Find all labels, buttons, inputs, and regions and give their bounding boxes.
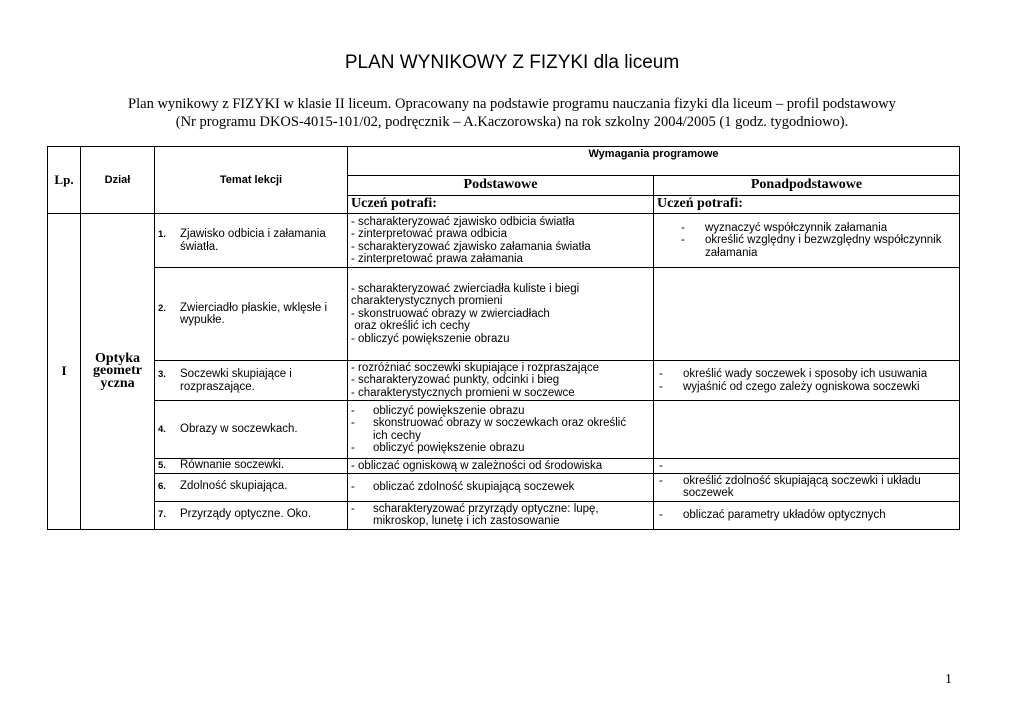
basic-item: mikroskop, lunetę i ich zastosowanie xyxy=(373,515,560,527)
advanced-item: soczewek xyxy=(683,487,734,499)
subtitle-line-2: (Nr programu DKOS-4015-101/02, podręcznik – A.Kaczorowska) na rok szkolny 2004/2005 (1 godz. tygodniowo). xyxy=(175,114,849,130)
topic-cell-7: 7. Przyrządy optyczne. Oko. xyxy=(155,501,348,529)
basic-item: ich cechy xyxy=(373,429,421,442)
basic-item: - obliczyć powiększenie obrazu xyxy=(351,442,525,454)
basic-item: - obliczać zdolność skupiającą soczewek xyxy=(351,480,575,493)
basic-cell-1 xyxy=(348,214,654,268)
basic-cell-2 xyxy=(348,268,654,361)
advanced-cell-5: - xyxy=(654,459,960,474)
basic-item: charakterystycznych promieni xyxy=(351,295,503,308)
advanced-item: załamania xyxy=(705,246,758,259)
topic-cell-5: 5. Równanie soczewki. xyxy=(155,459,348,474)
header-uczen-potrafi-advanced: Uczeń potrafi: xyxy=(654,196,960,214)
basic-cell-7 xyxy=(348,501,654,529)
advanced-item: - wyznaczyć współczynnik załamania xyxy=(681,221,888,234)
advanced-cell-3 xyxy=(654,361,960,401)
topic-text: Zwierciadło płaskie, wklęsłe i wypukłe. xyxy=(180,301,327,326)
topic-cell-1 xyxy=(155,214,348,268)
topic-text: Zjawisko odbicia i załamania światła. xyxy=(180,228,326,253)
basic-cell-5: - obliczać ogniskową w zależności od środowiska xyxy=(348,459,654,474)
advanced-item: - określić wady soczewek i sposoby ich usuwania xyxy=(659,368,928,380)
topic-text: Soczewki skupiające i rozpraszające. xyxy=(180,368,292,393)
topic-cell-6: 6. Zdolność skupiająca. xyxy=(155,473,348,501)
topic-cell-2: 2. Zwierciadło płaskie, wklęsłe i wypukłe. xyxy=(155,268,348,361)
header-temat: Temat lekcji xyxy=(155,147,348,214)
advanced-item: - wyjaśnić od czego zależy ogniskowa soczewki xyxy=(659,380,920,393)
header-lp: Lp. xyxy=(48,147,81,214)
dzial-line-3: yczna xyxy=(100,375,135,391)
topic-text: Obrazy w soczewkach. xyxy=(180,422,298,435)
document-subtitle xyxy=(0,95,1024,131)
basic-item: - skonstruować obrazy w zwierciadłach xyxy=(351,307,550,320)
page-number: 1 xyxy=(945,672,952,687)
basic-item: - obliczyć powiększenie obrazu xyxy=(351,404,525,417)
advanced-item: - określić zdolność skupiającą soczewki i układu xyxy=(659,474,921,487)
advanced-item: - określić względny i bezwzględny współczynnik xyxy=(681,234,942,247)
basic-item: oraz określić ich cechy xyxy=(351,320,470,333)
basic-item: - scharakteryzować zjawisko odbicia światła xyxy=(351,215,575,228)
header-podstawowe: Podstawowe xyxy=(348,176,654,196)
header-uczen-potrafi-basic: Uczeń potrafi: xyxy=(348,196,654,214)
basic-item: - obliczyć powiększenie obrazu xyxy=(351,332,510,345)
topic-text: Zdolność skupiająca. xyxy=(180,480,288,493)
topic-text: Równanie soczewki. xyxy=(180,459,285,471)
topic-number: 1. xyxy=(158,229,166,240)
basic-item: - scharakteryzować zwierciadła kuliste i biegi xyxy=(351,282,580,295)
basic-cell-3 xyxy=(348,361,654,401)
dzial-line-2: geometr xyxy=(93,363,142,378)
dzial-line-1: Optyka xyxy=(94,350,141,366)
basic-item: - scharakteryzować zjawisko załamania światła xyxy=(351,240,591,253)
advanced-cell-1 xyxy=(654,214,960,268)
basic-item: - zinterpretować prawa załamania xyxy=(351,253,523,265)
basic-item: - skonstruować obrazy w soczewkach oraz określić xyxy=(351,417,627,429)
topic-cell-4: 4. Obrazy w soczewkach. xyxy=(155,401,348,459)
page-title: PLAN WYNIKOWY Z FIZYKI dla liceum xyxy=(344,52,680,73)
topic-cell-3: 3. Soczewki skupiające i rozpraszające. xyxy=(155,361,348,401)
plan-table xyxy=(47,146,960,530)
header-dzial: Dział xyxy=(81,147,155,214)
lp-cell: I xyxy=(48,214,81,530)
dzial-cell xyxy=(81,214,155,530)
advanced-item: - obliczać parametry układów optycznych xyxy=(659,508,886,521)
advanced-cell-6 xyxy=(654,473,960,501)
header-ponadpodstawowe: Ponadpodstawowe xyxy=(654,176,960,196)
basic-cell-4 xyxy=(348,401,654,459)
basic-item: - rozróżniać soczewki skupiające i rozpraszające xyxy=(351,361,599,374)
topic-text: Przyrządy optyczne. Oko. xyxy=(180,508,312,521)
basic-item: - scharakteryzować punkty, odcinki i bieg xyxy=(351,374,560,387)
basic-cell-6 xyxy=(348,473,654,501)
advanced-cell-7 xyxy=(654,501,960,529)
subtitle-line-1: Plan wynikowy z FIZYKI w klasie II liceum. Opracowany na podstawie programu nauczania fizyki dla liceum – profil podstawowy xyxy=(128,96,896,112)
basic-item: - zinterpretować prawa odbicia xyxy=(351,228,507,240)
advanced-cell-2 xyxy=(654,268,960,361)
basic-item: - charakterystycznych promieni w soczewce xyxy=(351,386,575,399)
header-wymagania: Wymagania programowe xyxy=(348,147,960,176)
basic-item: - scharakteryzować przyrządy optyczne: lupę, xyxy=(351,502,599,515)
advanced-cell-4 xyxy=(654,401,960,459)
